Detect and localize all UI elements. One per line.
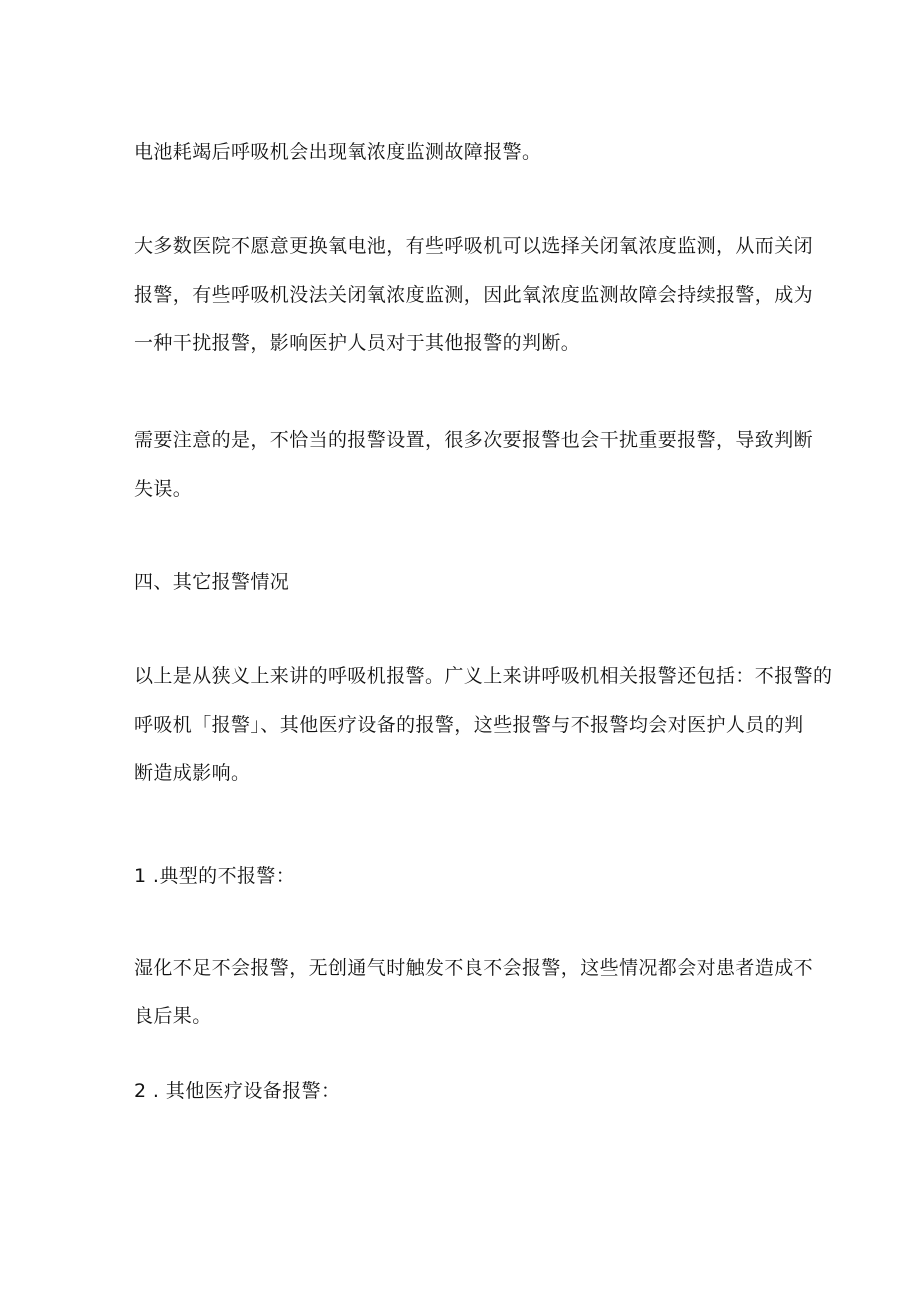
paragraph-2-line-2: 报警，有些呼吸机没法关闭氧浓度监测，因此氧浓度监测故障会持续报警，成为 [134,284,814,306]
paragraph-5-line-2: 呼吸机「报警」、其他医疗设备的报警，这些报警与不报警均会对医护人员的判 [134,714,804,736]
list-item-1-heading: 1 .典型的不报警： [134,865,296,887]
paragraph-5-line-1: 以上是从狭义上来讲的呼吸机报警。广义上来讲呼吸机相关报警还包括：不报警的 [134,665,833,687]
paragraph-7-line-1: 湿化不足不会报警，无创通气时触发不良不会报警，这些情况都会对患者造成不 [134,957,814,979]
paragraph-5-line-3: 断造成影响。 [134,762,251,784]
paragraph-2-line-1: 大多数医院不愿意更换氧电池，有些呼吸机可以选择关闭氧浓度监测，从而关闭 [134,235,814,257]
paragraph-7-line-2: 良后果。 [134,1005,212,1027]
paragraph-2-line-3: 一种干扰报警，影响医护人员对于其他报警的判断。 [134,332,581,354]
paragraph-3-line-1: 需要注意的是，不恰当的报警设置，很多次要报警也会干扰重要报警，导致判断 [134,429,814,451]
paragraph-3-line-2: 失误。 [134,478,193,500]
section-heading: 四、其它报警情况 [134,571,290,593]
paragraph-1-line-1: 电池耗竭后呼吸机会出现氧浓度监测故障报警。 [134,141,542,163]
list-item-2-heading: 2 . 其他医疗设备报警： [134,1080,341,1102]
